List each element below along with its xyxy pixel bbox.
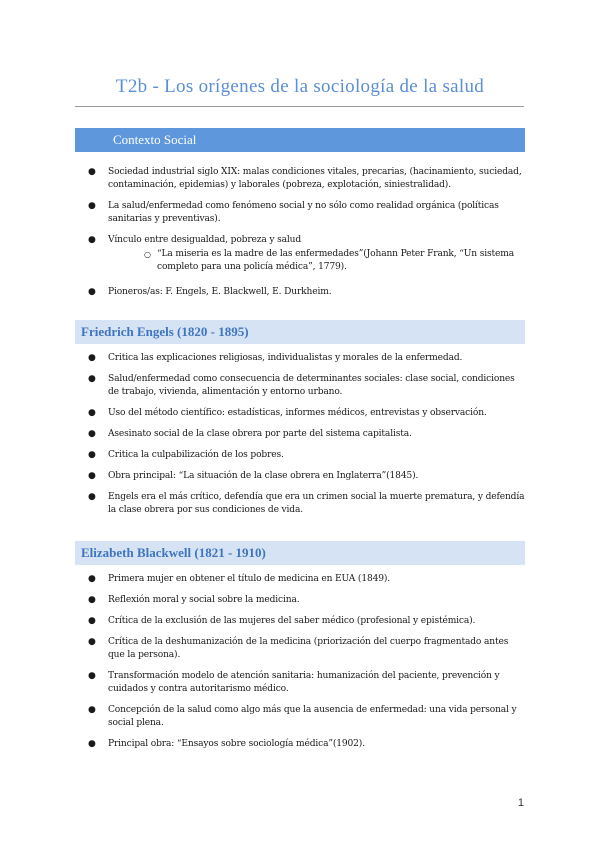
list-item-text: Critica las explicaciones religiosas, individualistas y morales de la enfermedad. bbox=[108, 353, 463, 363]
list-item bbox=[87, 470, 525, 483]
bullet-icon: ● bbox=[88, 595, 96, 605]
section-header-engels: Friedrich Engels (1820 - 1895) bbox=[75, 320, 525, 344]
list-item-text: Salud/enfermedad como consecuencia de determinantes sociales: clase social, condiciones de trabajo, vivienda, alimentación y entorno urbano. bbox=[108, 374, 515, 397]
list-item-text: Pioneros/as: F. Engels, E. Blackwell, E. Durkheim. bbox=[108, 287, 332, 297]
sub-list bbox=[108, 248, 525, 274]
list-item-text: Reflexión moral y social sobre la medicina. bbox=[108, 595, 300, 605]
list-item bbox=[87, 449, 525, 462]
bullet-icon: ● bbox=[88, 705, 96, 715]
page-number: 1 bbox=[517, 797, 524, 809]
section-header-blackwell: Elizabeth Blackwell (1821 - 1910) bbox=[75, 541, 525, 565]
bullet-icon: ● bbox=[88, 637, 96, 647]
context-list bbox=[87, 166, 525, 307]
sub-list-item-text: “La miseria es la madre de las enfermedades”(Johann Peter Frank, “Un sistema completo para una policía médica”, 1779). bbox=[157, 249, 514, 272]
list-item-text: Critica la culpabilización de los pobres. bbox=[108, 450, 284, 460]
list-item bbox=[87, 352, 525, 365]
list-item-text: Crítica de la deshumanización de la medicina (priorización del cuerpo fragmentado antes que la persona). bbox=[108, 637, 509, 660]
list-item-text: Crítica de la exclusión de las mujeres del saber médico (profesional y epistémica). bbox=[108, 616, 476, 626]
page-title: T2b - Los orígenes de la sociología de la salud bbox=[115, 76, 485, 97]
list-item bbox=[87, 407, 525, 420]
section-header-context: Contexto Social bbox=[75, 128, 525, 152]
bullet-icon: ● bbox=[88, 408, 96, 418]
list-item-text: Principal obra: “Ensayos sobre sociología médica”(1902). bbox=[108, 739, 365, 749]
bullet-icon: ● bbox=[88, 739, 96, 749]
list-item bbox=[87, 573, 525, 586]
list-item-text: La salud/enfermedad como fenómeno social y no sólo como realidad orgánica (políticas sanitarias y preventivas). bbox=[108, 201, 499, 224]
list-item bbox=[87, 234, 525, 274]
list-item-text: Sociedad industrial siglo XIX: malas condiciones vitales, precarias, (hacinamiento, suciedad, contaminación, epidemias) y laborales (pobreza, explotación, siniestralidad). bbox=[108, 167, 522, 190]
sub-list-item bbox=[144, 248, 525, 274]
blackwell-list bbox=[87, 573, 525, 759]
list-item-text: Asesinato social de la clase obrera por parte del sistema capitalista. bbox=[108, 429, 412, 439]
list-item bbox=[87, 594, 525, 607]
bullet-icon: ● bbox=[88, 353, 96, 363]
list-item bbox=[87, 704, 525, 730]
list-item bbox=[87, 286, 525, 299]
bullet-icon: ● bbox=[88, 671, 96, 681]
bullet-icon: ● bbox=[88, 374, 96, 384]
bullet-icon: ● bbox=[88, 167, 96, 177]
list-item bbox=[87, 636, 525, 662]
bullet-icon: ● bbox=[88, 471, 96, 481]
circle-bullet-icon: ○ bbox=[144, 250, 151, 259]
list-item bbox=[87, 166, 525, 192]
bullet-icon: ● bbox=[88, 492, 96, 502]
title-divider bbox=[75, 106, 524, 107]
list-item bbox=[87, 670, 525, 696]
bullet-icon: ● bbox=[88, 201, 96, 211]
list-item-text: Transformación modelo de atención sanitaria: humanización del paciente, prevención y cuidados y contra autoritarismo médico. bbox=[108, 671, 500, 694]
bullet-icon: ● bbox=[88, 235, 96, 245]
list-item bbox=[87, 738, 525, 751]
list-item bbox=[87, 428, 525, 441]
engels-list bbox=[87, 352, 525, 525]
list-item bbox=[87, 200, 525, 226]
bullet-icon: ● bbox=[88, 616, 96, 626]
list-item-text: Vínculo entre desigualdad, pobreza y salud bbox=[108, 235, 302, 245]
bullet-icon: ● bbox=[88, 429, 96, 439]
list-item bbox=[87, 491, 525, 517]
bullet-icon: ● bbox=[88, 287, 96, 297]
bullet-icon: ● bbox=[88, 574, 96, 584]
list-item-text: Engels era el más crítico, defendía que era un crimen social la muerte prematura, y defendía la clase obrera por sus condiciones de vida. bbox=[108, 492, 525, 515]
list-item-text: Concepción de la salud como algo más que la ausencia de enfermedad: una vida personal y social plena. bbox=[108, 705, 517, 728]
bullet-icon: ● bbox=[88, 450, 96, 460]
list-item-text: Obra principal: “La situación de la clase obrera en Inglaterra”(1845). bbox=[108, 471, 419, 481]
list-item-text: Uso del método científico: estadísticas, informes médicos, entrevistas y observación. bbox=[108, 408, 487, 418]
list-item-text: Primera mujer en obtener el título de medicina en EUA (1849). bbox=[108, 574, 391, 584]
list-item bbox=[87, 615, 525, 628]
list-item bbox=[87, 373, 525, 399]
